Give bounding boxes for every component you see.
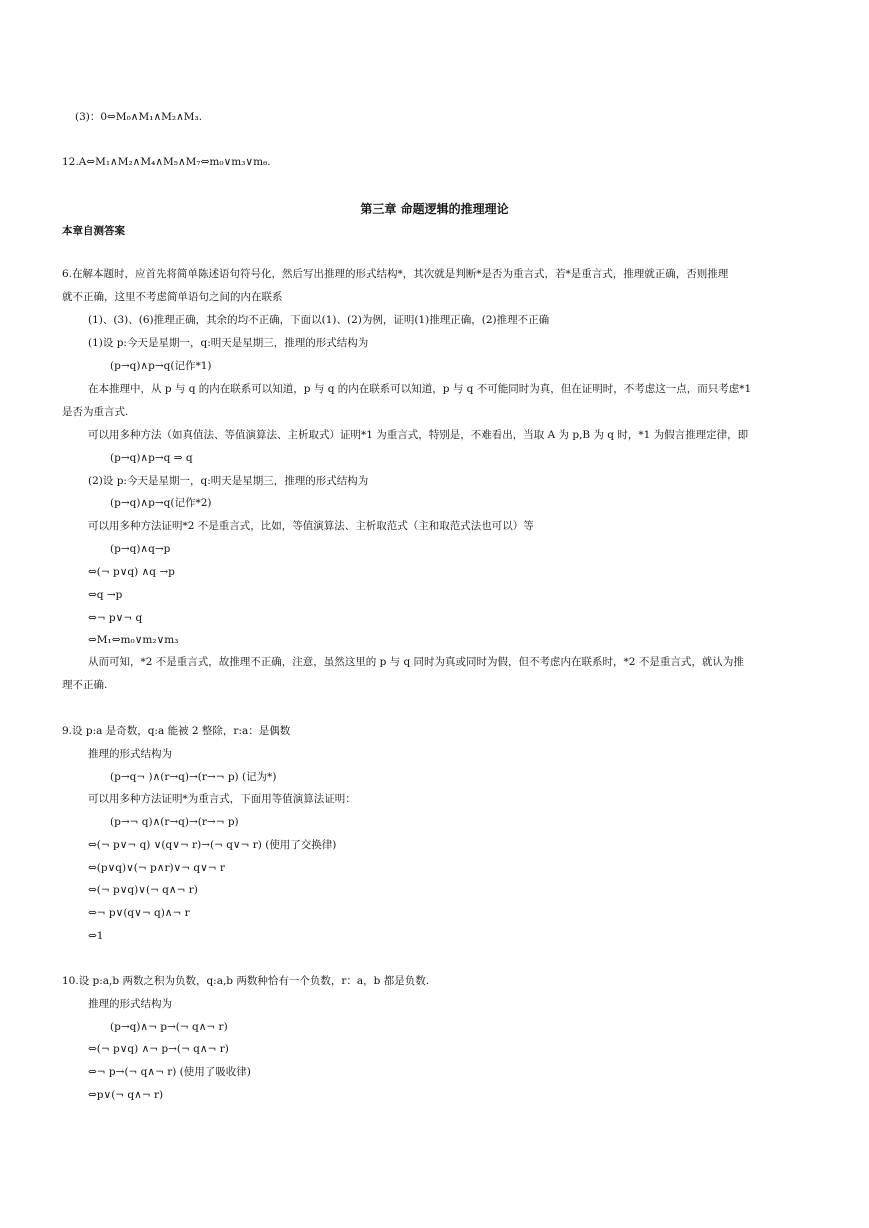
formula-line: ⇔1	[88, 930, 104, 942]
formula-line: ⇔¬ p∨(q∨¬ q)∧¬ r	[88, 907, 190, 919]
text-line: 可以用多种方法证明*为重言式，下面用等值演算法证明：	[88, 793, 356, 805]
chapter-title: 第三章 命题逻辑的推理理论	[360, 202, 509, 216]
formula-line: ⇔¬ p∨¬ q	[88, 612, 143, 624]
text-line: 9.设 p:a 是奇数，q:a 能被 2 整除，r:a：是偶数	[62, 725, 291, 737]
formula-line: (p→q)∧q→p	[110, 543, 171, 555]
text-line: 从而可知，*2 不是重言式，故推理不正确，注意，虽然这里的 p 与 q 同时为真或同时为假，但不考虑内在联系时，*2 不是重言式，就认为推	[88, 656, 744, 668]
formula-line: ⇔(¬ p∨q)∨(¬ q∧¬ r)	[88, 884, 198, 896]
formula-line: ⇔(¬ p∨q) ∧q →p	[88, 566, 175, 578]
formula-line: (p→q)∧p→q(记作*2)	[110, 497, 212, 509]
text-line: 推理的形式结构为	[88, 748, 172, 760]
formula-line: ⇔¬ p→(¬ q∧¬ r) (使用了吸收律)	[88, 1066, 251, 1078]
text-line: 推理的形式结构为	[88, 998, 172, 1010]
text-line: 是否为重言式.	[62, 406, 129, 418]
text-line: 在本推理中，从 p 与 q 的内在联系可以知道，p 与 q 的内在联系可以知道，p 与 q 不可能同时为真，但在证明时，不考虑这一点，而只考虑*1	[88, 383, 752, 395]
formula-line: (p→q)∧p→q(记作*1)	[110, 360, 212, 372]
text-line: 10.设 p:a,b 两数之积为负数，q:a,b 两数种恰有一个负数，r：a，b 都是负数.	[62, 975, 430, 987]
section-heading: 本章自测答案	[62, 225, 125, 237]
formula-line: ⇔(¬ p∨q) ∧¬ p→(¬ q∧¬ r)	[88, 1043, 229, 1055]
text-line: 可以用多种方法（如真值法、等值演算法、主析取式）证明*1 为重言式，特别是，不难看出，当取 A 为 p,B 为 q 时，*1 为假言推理定律，即	[88, 429, 749, 441]
formula-line: ⇔(p∨q)∨(¬ p∧r)∨¬ q∨¬ r	[88, 862, 225, 874]
formula-line: ⇔M₁⇔m₀∨m₂∨m₃	[88, 634, 179, 646]
answer-line-3: (3)：0⇔M₀∧M₁∧M₂∧M₃.	[75, 111, 203, 123]
formula-line: ⇔q →p	[88, 589, 123, 601]
formula-line: ⇔(¬ p∨¬ q) ∨(q∨¬ r)→(¬ q∨¬ r) (使用了交换律)	[88, 839, 337, 851]
formula-line: ⇔p∨(¬ q∧¬ r)	[88, 1089, 164, 1101]
text-line: (2)设 p:今天是星期一，q:明天是星期三，推理的形式结构为	[88, 475, 369, 487]
text-line: (1)、(3)、(6)推理正确，其余的均不正确，下面以(1)、(2)为例，证明(1)推理正确，(2)推理不正确	[88, 314, 550, 326]
text-line: 可以用多种方法证明*2 不是重言式，比如，等值演算法、主析取范式（主和取范式法也可以）等	[88, 520, 534, 532]
text-line: 理不正确.	[62, 679, 108, 691]
formula-line: (p→q¬ )∧(r→q)→(r→¬ p) (记为*)	[110, 771, 277, 783]
text-line: 就不正确，这里不考虑简单语句之间的内在联系	[62, 291, 283, 303]
text-line: 6.在解本题时，应首先将简单陈述语句符号化，然后写出推理的形式结构*，其次就是判断*是否为重言式，若*是重言式，推理就正确，否则推理	[62, 268, 729, 280]
formula-line: (p→¬ q)∧(r→q)→(r→¬ p)	[110, 816, 239, 828]
text-line: (1)设 p:今天是星期一，q:明天是星期三，推理的形式结构为	[88, 337, 369, 349]
answer-line-12: 12.A⇔M₁∧M₂∧M₄∧M₅∧M₇⇔m₀∨m₃∨m₆.	[62, 156, 271, 168]
formula-line: (p→q)∧p→q ⇒ q	[110, 452, 193, 464]
formula-line: (p→q)∧¬ p→(¬ q∧¬ r)	[110, 1021, 228, 1033]
